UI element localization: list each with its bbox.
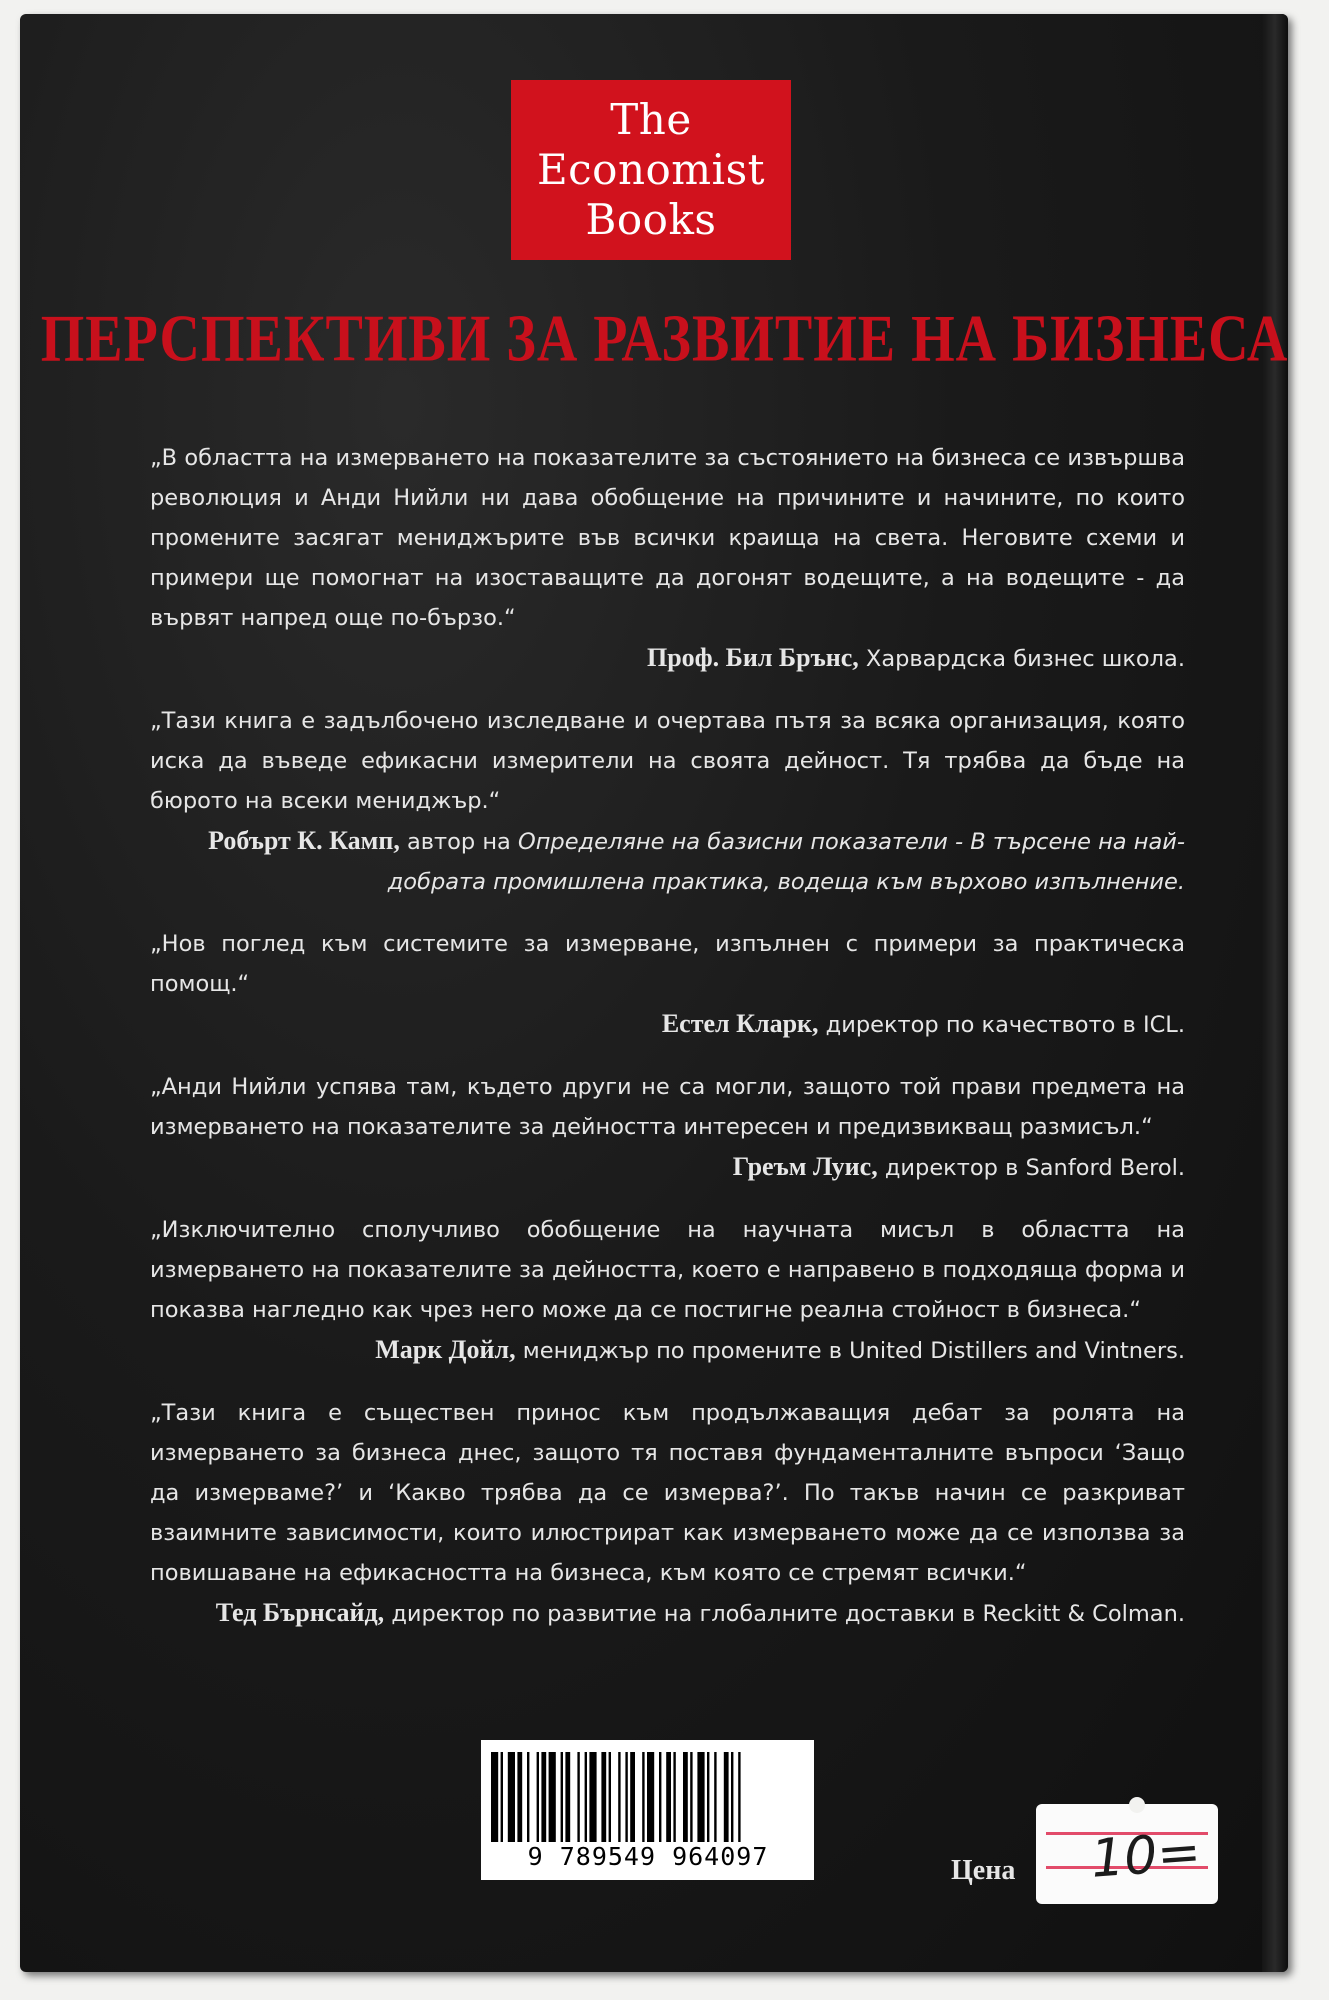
logo-line-2: Economist xyxy=(537,145,765,194)
author-role: директор по качеството в ICL. xyxy=(818,1012,1185,1038)
quote-attribution xyxy=(150,1330,1185,1371)
barcode-bar xyxy=(738,1752,740,1842)
sticker-hole xyxy=(1129,1797,1145,1813)
quote-text: „Анди Нийли успява там, където други не са могли, защото той прави предмета на измерването на показателите за дейността интересен и предизвикващ размисъл.“ xyxy=(150,1074,1185,1140)
author-role: автор на xyxy=(399,829,518,855)
barcode-bar xyxy=(561,1752,563,1842)
book-title: Определяне на базисни показатели - В търсене на най-добрата промишлена практика, водеща към върхово изпълнение. xyxy=(387,829,1185,895)
barcode-bar xyxy=(541,1752,546,1842)
barcode-bar xyxy=(609,1752,611,1842)
quote-text: „Нов поглед към системите за измерване, изпълнен с примери за практическа помощ.“ xyxy=(150,931,1185,997)
barcode-bar xyxy=(517,1752,522,1842)
series-headline: ПЕРСПЕКТИВИ ЗА РАЗВИТИЕ НА БИЗНЕСА xyxy=(40,301,1289,377)
author-name: Проф. Бил Брънс, xyxy=(647,643,859,672)
price-label: Цена xyxy=(951,1855,1016,1886)
barcode-bar xyxy=(577,1752,579,1842)
barcode-bar xyxy=(565,1752,570,1842)
barcode-bar xyxy=(647,1752,654,1842)
price-sticker xyxy=(1036,1804,1218,1904)
testimonials xyxy=(150,438,1185,1656)
isbn-barcode xyxy=(481,1740,814,1880)
quote-text: „Изключително сполучливо обобщение на научната мисъл в областта на измерването на показателите за дейността, което е направено в подходяща форма и показва нагледно как чрез него може да се постигне реална стойност в бизнеса.“ xyxy=(150,1217,1185,1323)
barcode-bars-icon xyxy=(491,1752,804,1844)
isbn-number: 9 789549 964097 xyxy=(527,1842,769,1871)
testimonial xyxy=(150,438,1185,679)
barcode-bar xyxy=(585,1752,587,1842)
quote-attribution xyxy=(150,638,1185,679)
barcode-bar xyxy=(642,1752,644,1842)
barcode-bar xyxy=(501,1752,503,1842)
testimonial xyxy=(150,701,1185,902)
quote-text: „Тази книга е задълбочено изследване и очертава пътя за всяка организация, която иска да въведе ефикасни измерители на своята дейност. Тя трябва да бъде на бюрото на всеки мениджър.“ xyxy=(150,708,1185,814)
barcode-bar xyxy=(666,1752,671,1842)
barcode-bar xyxy=(508,1752,515,1842)
testimonial xyxy=(150,1393,1185,1634)
author-name: Тед Бърнсайд, xyxy=(215,1598,385,1627)
barcode-bar xyxy=(527,1752,529,1842)
barcode-bar xyxy=(625,1752,627,1842)
barcode-bar xyxy=(549,1752,556,1842)
logo-line-3: Books xyxy=(585,195,717,244)
barcode-bar xyxy=(537,1752,539,1842)
economist-books-logo xyxy=(511,80,791,260)
barcode-bar xyxy=(683,1752,688,1842)
logo-line-1: The xyxy=(610,95,692,144)
author-name: Греъм Луис, xyxy=(732,1152,878,1181)
barcode-bar xyxy=(618,1752,620,1842)
author-role: мениджър по промените в United Distillers and Vintners. xyxy=(515,1338,1185,1364)
barcode-bar xyxy=(630,1752,635,1842)
barcode-bar xyxy=(673,1752,675,1842)
quote-attribution xyxy=(150,1004,1185,1045)
quote-text: „В областта на измерването на показателите за състоянието на бизнеса се извършва революция и Анди Нийли ни дава обобщение на причините и начините, по които промените засягат мениджърите във всички краища на света. Неговите схеми и примери ще помогнат на изоставащите да догонят водещите, а на водещите - да вървят напред още по-бързо.“ xyxy=(150,445,1185,631)
barcode-bar xyxy=(601,1752,606,1842)
author-name: Робърт К. Камп, xyxy=(208,826,400,855)
author-role: директор по развитие на глобалните доставки в Reckitt & Colman. xyxy=(384,1601,1185,1627)
barcode-bar xyxy=(731,1752,733,1842)
quote-text: „Тази книга е съществен принос към продължаващия дебат за ролята на измерването за бизнеса днес, защото тя поставя фундаменталните въпроси ‘Защо да измерваме?’ и ‘Какво трябва да се измерва?’. По такъв начин се разкриват взаимните зависимости, които илюстрират как измерването може да се използва за повишаване на ефикасността на бизнеса, към която се стремят всички.“ xyxy=(150,1400,1185,1586)
barcode-bar xyxy=(659,1752,661,1842)
author-role: директор в Sanford Berol. xyxy=(877,1155,1185,1181)
barcode-bar xyxy=(697,1752,704,1842)
barcode-bar xyxy=(714,1752,716,1842)
barcode-bar xyxy=(690,1752,692,1842)
price-value: 10= xyxy=(1089,1822,1203,1890)
barcode-bar xyxy=(491,1752,498,1842)
quote-attribution xyxy=(150,821,1185,902)
testimonial xyxy=(150,924,1185,1045)
author-name: Естел Кларк, xyxy=(661,1009,819,1038)
barcode-bar xyxy=(707,1752,709,1842)
author-role: Харвардска бизнес школа. xyxy=(858,646,1185,672)
quote-attribution xyxy=(150,1147,1185,1188)
barcode-bar xyxy=(589,1752,596,1842)
author-name: Марк Дойл, xyxy=(375,1335,516,1364)
testimonial xyxy=(150,1067,1185,1188)
barcode-bar xyxy=(724,1752,729,1842)
testimonial xyxy=(150,1210,1185,1371)
quote-attribution xyxy=(150,1593,1185,1634)
